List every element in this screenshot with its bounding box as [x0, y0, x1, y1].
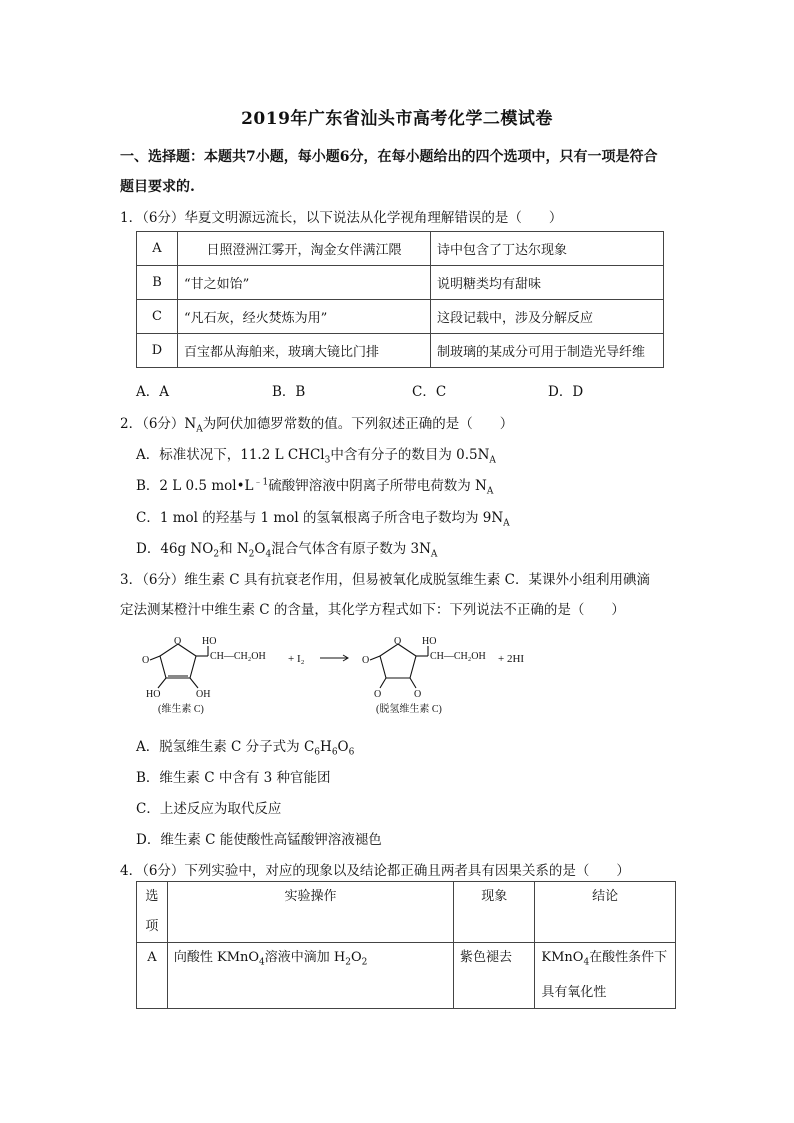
keto-oxygen-left: O: [374, 689, 382, 700]
q4-row-phenomenon: 紫色褪去: [454, 943, 535, 1009]
q3-a-sub2: 6: [331, 747, 338, 758]
q1-row-quote: “甘之如饴”: [178, 266, 431, 300]
q3-a-text3: O: [337, 739, 349, 755]
q3-a-text2: H: [320, 739, 332, 755]
q3-a-sub1: 6: [314, 747, 321, 758]
q4-table: [136, 881, 676, 1009]
q3-option-b: B．维生素 C 中含有 3 种官能团: [136, 770, 331, 786]
q4-stem: 4．（6分）下列实验中，对应的现象以及结论都正确且两者具有因果关系的是（ ）: [120, 863, 630, 879]
q4-row-key: A: [137, 943, 168, 1009]
q1-row-explanation: 制玻璃的某成分可用于制造光导纤维: [431, 334, 664, 368]
q3-a-sub3: 6: [348, 747, 355, 758]
q2-c-sub: A: [503, 518, 510, 529]
carbonyl-oxygen-left: O: [142, 655, 150, 666]
q2-a-sub2: A: [489, 455, 496, 466]
q2-stem-text2: 为阿伏加德罗常数的值。下列叙述正确的是（ ）: [202, 416, 514, 432]
q1-stem: 1．（6分）华夏文明源远流长，以下说法从化学视角理解错误的是（ ）: [120, 210, 563, 226]
q4-conc-text: KMnO: [541, 950, 584, 965]
q2-option-c: [136, 506, 510, 529]
q4-op-text2: 溶液中滴加 H: [264, 950, 346, 965]
q1-choice-a: A．A: [136, 384, 169, 400]
q2-b-sub: A: [486, 486, 494, 497]
table-header-row: [137, 882, 676, 943]
label-vitamin-c: (维生素 C): [158, 704, 204, 715]
q3-a-text: A．脱氢维生素 C 分子式为 C: [136, 739, 315, 755]
hydroxy-left-top: HO: [202, 636, 217, 647]
q2-option-b: [136, 474, 493, 497]
q4-header-phenomenon: 现象: [454, 882, 535, 943]
q1-choice-b: B．B: [272, 384, 306, 400]
q2-stem-sub: A: [196, 424, 203, 435]
q4-conc-sub: 4: [583, 957, 590, 968]
q2-d-sub4: A: [430, 549, 438, 560]
page-title: 2019年广东省汕头市高考化学二模试卷: [241, 109, 553, 129]
q2-d-sub2: 2: [248, 549, 255, 560]
q4-conc-text3: 具有氧化性: [541, 984, 607, 1000]
hydroxy-right-bottom: OH: [196, 689, 211, 700]
q1-row-quote: “凡石灰，经火焚炼为用”: [178, 300, 431, 334]
q4-row-operation: [167, 943, 453, 1009]
side-chain-right: CH—CH₂OH: [430, 651, 486, 662]
q1-table: [136, 231, 664, 368]
q2-c-text: C．1 mol 的羟基与 1 mol 的氢氧根离子所含电子数均为 9N: [136, 510, 504, 526]
table-row: [137, 943, 676, 1009]
q3-option-d: D．维生素 C 能使酸性高锰酸钾溶液褪色: [136, 832, 382, 848]
dehydro-vitamin-c-structure: [370, 644, 428, 688]
q3-option-a: [136, 735, 354, 758]
hydroxy-right-top: HO: [422, 636, 437, 647]
ring-oxygen-right: O: [394, 636, 402, 647]
q3-stem-line1: 3．（6分）维生素 C 具有抗衰老作用，但易被氧化成脱氢维生素 C．某课外小组利用碘滴: [120, 572, 650, 588]
q1-row-quote: 百宝都从海舶来，玻璃大镜比门排: [178, 334, 431, 368]
carbonyl-oxygen-right: O: [362, 655, 370, 666]
plus-iodine: + I₂: [288, 653, 305, 665]
q4-op-text3: O: [350, 950, 362, 965]
q2-b-text: B．2 L 0.5 mol•L: [136, 478, 254, 494]
q4-header-option: [137, 882, 168, 943]
q2-b-sup: ﹣1: [253, 477, 269, 488]
q1-row-key: B: [137, 266, 178, 300]
q2-d-text: D．46g NO: [136, 541, 214, 557]
q1-choice-d: D．D: [548, 384, 584, 400]
side-chain-left: CH—CH₂OH: [210, 651, 266, 662]
q4-op-sub1: 4: [259, 957, 265, 968]
section-heading-line1: 一、选择题：本题共7小题，每小题6分，在每小题给出的四个选项中，只有一项是符合: [120, 149, 658, 165]
vitamin-c-reaction-scheme: [140, 630, 540, 720]
table-row: [137, 266, 664, 300]
section-heading-line2: 题目要求的.: [120, 179, 195, 195]
plus-hi: + 2HI: [498, 653, 525, 665]
q1-choice-c: C．C: [412, 384, 447, 400]
q1-row-key: A: [137, 232, 178, 266]
table-row: [137, 232, 664, 266]
q2-stem: [120, 412, 513, 435]
q1-row-explanation: 诗中包含了丁达尔现象: [431, 232, 664, 266]
q2-b-text2: 硫酸钾溶液中阴离子所带电荷数为 N: [268, 478, 487, 494]
q3-option-c: C．上述反应为取代反应: [136, 801, 282, 817]
q4-row-conclusion: [535, 943, 676, 1009]
label-dehydro-vitamin-c: (脱氢维生素 C): [376, 704, 442, 715]
q2-option-a: [136, 443, 496, 466]
q2-a-text: A．标准状况下，11.2 L CHCl: [136, 447, 325, 463]
q2-a-text2: 中含有分子的数目为 0.5N: [330, 447, 490, 463]
q2-d-sub1: 2: [213, 549, 220, 560]
q2-d-text4: 混合气体含有原子数为 3N: [271, 541, 431, 557]
table-row: [137, 300, 664, 334]
q4-conc-text2: 在酸性条件下: [589, 950, 668, 965]
q4-header-option-2: 项: [145, 919, 159, 934]
q4-op-sub2: 2: [345, 957, 351, 968]
q4-header-option-1: 选: [145, 889, 159, 904]
hydroxy-left-bottom: HO: [146, 689, 161, 700]
q1-row-explanation: 这段记载中，涉及分解反应: [431, 300, 664, 334]
q1-row-explanation: 说明糖类均有甜味: [431, 266, 664, 300]
q2-option-d: [136, 537, 437, 560]
q2-d-text2: 和 N: [219, 541, 249, 557]
q1-row-quote: 日照澄洲江雾开，淘金女伴满江隈: [178, 232, 431, 266]
q1-row-key: C: [137, 300, 178, 334]
q2-stem-text: 2．（6分）N: [120, 416, 197, 432]
q2-d-sub3: 4: [265, 549, 272, 560]
keto-oxygen-right: O: [414, 689, 422, 700]
q4-op-text: 向酸性 KMnO: [173, 950, 260, 965]
q4-op-sub3: 2: [361, 957, 368, 968]
section-heading: [120, 142, 680, 202]
table-row: [137, 334, 664, 368]
ring-oxygen-left: O: [174, 636, 182, 647]
q2-a-sub: 3: [324, 455, 331, 466]
q4-header-operation: 实验操作: [167, 882, 453, 943]
q1-row-key: D: [137, 334, 178, 368]
q4-header-conclusion: 结论: [535, 882, 676, 943]
q3-stem-line2: 定法测某橙汁中维生素 C 的含量，其化学方程式如下：下列说法不正确的是（ ）: [120, 602, 625, 618]
reaction-arrow: [320, 655, 348, 661]
q2-d-text3: O: [254, 541, 266, 557]
vitamin-c-structure: [150, 644, 208, 688]
